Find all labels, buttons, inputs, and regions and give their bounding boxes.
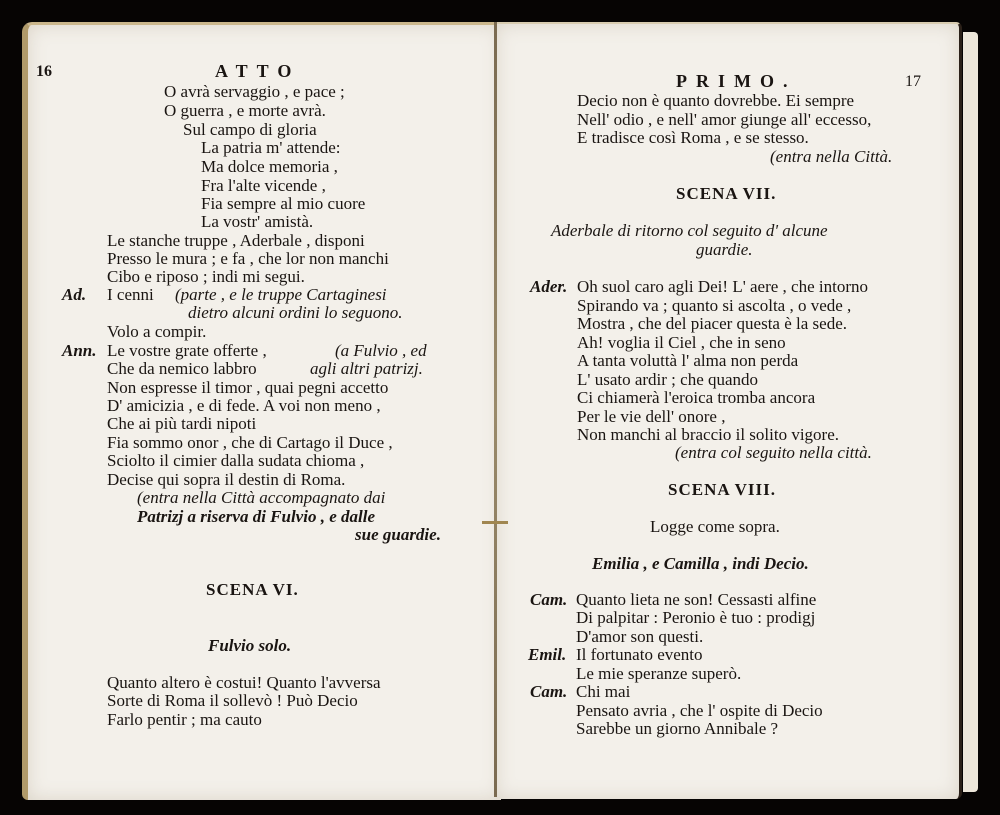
verse-line: Quanto lieta ne son! Cessasti alfine (576, 590, 817, 609)
stage-direction: agli altri patrizj. (310, 359, 423, 378)
stage-direction: dietro alcuni ordini lo seguono. (188, 303, 403, 322)
verse-line: Oh suol caro agli Dei! L' aere , che intorno (577, 277, 869, 296)
verse-line: Non espresse il timor , quai pegni accetto (107, 378, 389, 397)
scene-title: SCENA VI. (206, 580, 299, 599)
scene-setting: Logge come sopra. (650, 517, 780, 536)
aria-line: Fra l'alte vicende , (201, 176, 326, 195)
verse-line: Non manchi al braccio il solito vigore. (577, 425, 840, 444)
verse-line: Sorte di Roma il sollevò ! Può Decio (107, 691, 358, 710)
speaker-label: Emil. (528, 645, 567, 664)
verse-line: D' amicizia , e di fede. A voi non meno , (107, 396, 381, 415)
verse-line: Cibo e riposo ; indi mi segui. (107, 267, 305, 286)
binding-thread (482, 521, 508, 524)
scene-subtitle: Aderbale di ritorno col seguito d' alcune (551, 221, 828, 240)
verse-line: Spirando va ; quanto si ascolta , o vede , (577, 296, 852, 315)
scene-title: SCENA VII. (676, 184, 777, 203)
verse-line: Le mie speranze superò. (576, 664, 742, 683)
running-head-left: ATTO (215, 61, 301, 81)
verse-line: Che da nemico labbro (107, 359, 257, 378)
verse-line: Fia sommo onor , che di Cartago il Duce , (107, 433, 393, 452)
aria-line: Ma dolce memoria , (201, 157, 338, 176)
page-number-left: 16 (36, 63, 52, 80)
verse-line: Sciolto il cimier dalla sudata chioma , (107, 451, 365, 470)
scene-subtitle: Fulvio solo. (208, 636, 292, 655)
speaker-label: Ader. (530, 277, 568, 296)
verse-line: Chi mai (576, 682, 631, 701)
verse-line: A tanta voluttà l' alma non perda (577, 351, 799, 370)
scene-characters: Emilia , e Camilla , indi Decio. (592, 554, 809, 573)
stage-direction: Patrizj a riserva di Fulvio , e dalle (137, 507, 375, 526)
stage-direction: (parte , e le truppe Cartaginesi (175, 285, 387, 304)
aria-line: O avrà servaggio , e pace ; (164, 82, 345, 101)
verse-line: Decio non è quanto dovrebbe. Ei sempre (577, 91, 855, 110)
aria-line: La vostr' amistà. (201, 212, 314, 231)
stage-direction: (entra col seguito nella città. (675, 443, 872, 462)
verse-line: Le vostre grate offerte , (107, 341, 267, 360)
verse-line: Di palpitar : Peronio è tuo : prodigj (576, 608, 816, 627)
stage-direction: (entra nella Città. (770, 147, 893, 166)
stage-direction: sue guardie. (355, 525, 441, 544)
verse-line: Volo a compir. (107, 322, 207, 341)
verse-line: Per le vie dell' onore , (577, 407, 726, 426)
verse-line: Nell' odio , e nell' amor giunge all' eccesso, (577, 110, 872, 129)
stage-direction: (entra nella Città accompagnato dai (137, 488, 386, 507)
verse-line: Il fortunato evento (576, 645, 703, 664)
aria-line: La patria m' attende: (201, 138, 341, 157)
aria-line: Fia sempre al mio cuore (201, 194, 366, 213)
page-edge (963, 32, 978, 792)
verse-line: Presso le mura ; e fa , che lor non manchi (107, 249, 389, 268)
stage-direction: (a Fulvio , ed (335, 341, 427, 360)
verse-line: Ci chiamerà l'eroica tromba ancora (577, 388, 816, 407)
speaker-label: Cam. (530, 590, 568, 609)
verse-line: Le stanche truppe , Aderbale , disponi (107, 231, 365, 250)
page-number-right: 17 (905, 73, 921, 90)
verse-line: E tradisce così Roma , e se stesso. (577, 128, 809, 147)
verse-line: Pensato avria , che l' ospite di Decio (576, 701, 823, 720)
aria-line: O guerra , e morte avrà. (164, 101, 326, 120)
verse-line: Decise qui sopra il destin di Roma. (107, 470, 346, 489)
book-gutter (494, 22, 497, 797)
verse-line: Sarebbe un giorno Annibale ? (576, 719, 779, 738)
verse-line: Ah! voglia il Ciel , che in seno (577, 333, 786, 352)
verse-line: Che ai più tardi nipoti (107, 414, 257, 433)
speaker-label: Ad. (62, 285, 87, 304)
running-head-right: PRIMO. (676, 71, 797, 91)
verse-line: Mostra , che del piacer questa è la sede. (577, 314, 847, 333)
aria-line: Sul campo di gloria (183, 120, 317, 139)
speaker-label: Ann. (62, 341, 97, 360)
speaker-label: Cam. (530, 682, 568, 701)
verse-line: D'amor son questi. (576, 627, 704, 646)
scene-title: SCENA VIII. (668, 480, 777, 499)
verse-line: L' usato ardir ; che quando (577, 370, 759, 389)
scene-subtitle: guardie. (696, 240, 753, 259)
verse-line: I cenni (107, 285, 154, 304)
verse-line: Quanto altero è costui! Quanto l'avversa (107, 673, 381, 692)
verse-line: Farlo pentir ; ma cauto (107, 710, 262, 729)
